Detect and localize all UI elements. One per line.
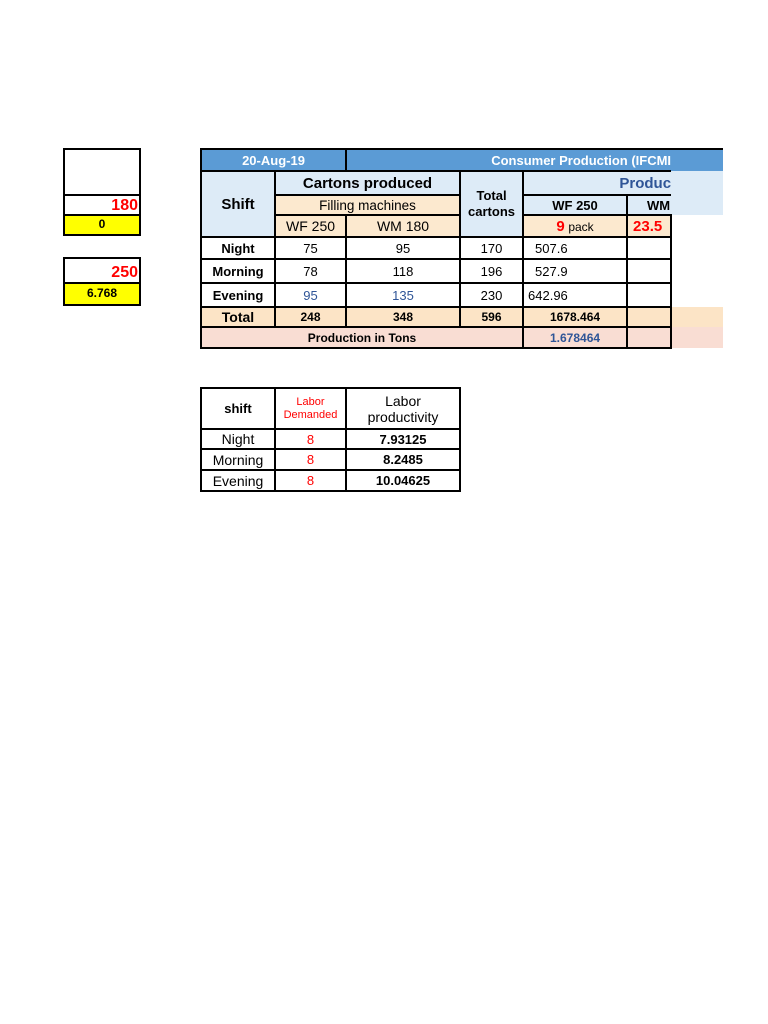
labor-shift-header: shift (201, 388, 275, 429)
row-wm-production (627, 259, 671, 283)
total-wf250-production: 1678.464 (523, 307, 627, 327)
row-wm180-cartons: 118 (346, 259, 460, 283)
labor-row-demanded: 8 (275, 470, 346, 491)
row-wf250-cartons: 95 (275, 283, 346, 307)
row-wm180-cartons: 95 (346, 237, 460, 259)
tons-wf250-production: 1.678464 (523, 327, 627, 348)
row-wf250-production: 527.9 (523, 259, 627, 283)
labor-header-row (201, 388, 460, 429)
overflow-fill (671, 237, 723, 259)
row-shift: Evening (201, 283, 275, 307)
row-total-cartons: 230 (460, 283, 523, 307)
wm-factor: 23.5 (627, 215, 671, 237)
overflow-fill (671, 283, 723, 307)
row-wf250-production: 507.6 (523, 237, 627, 259)
side-result-cell: 0 (65, 216, 139, 234)
row-wf250-cartons: 78 (275, 259, 346, 283)
labor-demanded-header: Labor Demanded (275, 388, 346, 429)
report-date: 20-Aug-19 (201, 149, 346, 171)
pack-factor-value: 9 (556, 217, 565, 235)
row-wm180-cartons: 135 (346, 283, 460, 307)
overflow-fill (671, 195, 723, 215)
machine-col-wf250: WF 250 (275, 215, 346, 237)
consumer-production-table (200, 148, 723, 349)
shift-header: Shift (201, 171, 275, 237)
side-value-cell: 250 (65, 259, 139, 284)
table-row (201, 237, 723, 259)
row-wm-production (627, 237, 671, 259)
production-col-wf250: WF 250 (523, 195, 627, 215)
labor-row-productivity: 7.93125 (346, 429, 460, 449)
row-total-cartons: 170 (460, 237, 523, 259)
labor-row-shift: Morning (201, 449, 275, 470)
labor-row-demanded: 8 (275, 449, 346, 470)
total-wm180-cartons: 348 (346, 307, 460, 327)
side-blank-cell (65, 150, 139, 196)
total-label: Total (201, 307, 275, 327)
row-wf250-cartons: 75 (275, 237, 346, 259)
overflow-fill (671, 327, 723, 348)
side-result-cell: 6.768 (65, 284, 139, 304)
side-calc-box-1 (63, 148, 141, 236)
labor-row-shift: Night (201, 429, 275, 449)
overflow-fill (671, 149, 723, 171)
overflow-fill (671, 215, 723, 237)
total-cartons-header: Total cartons (460, 171, 523, 237)
table-row (201, 449, 460, 470)
row-wf250-production: 642.96 (523, 283, 627, 307)
row-total-cartons: 196 (460, 259, 523, 283)
tons-wm-production (627, 327, 671, 348)
row-shift: Morning (201, 259, 275, 283)
total-all-cartons: 596 (460, 307, 523, 327)
table-row (201, 470, 460, 491)
header-row-1 (201, 149, 723, 171)
labor-productivity-header: Labor productivity (346, 388, 460, 429)
labor-productivity-table (200, 387, 461, 492)
machine-col-wm180: WM 180 (346, 215, 460, 237)
table-row (201, 429, 460, 449)
tons-row (201, 327, 723, 348)
overflow-fill (671, 307, 723, 327)
header-row-2 (201, 171, 723, 195)
overflow-fill (671, 259, 723, 283)
cartons-produced-header: Cartons produced (275, 171, 460, 195)
total-row (201, 307, 723, 327)
production-col-wm: WM (627, 195, 671, 215)
labor-row-demanded: 8 (275, 429, 346, 449)
pack-factor-unit: pack (568, 219, 594, 234)
labor-row-productivity: 8.2485 (346, 449, 460, 470)
table-row (201, 259, 723, 283)
table-row (201, 283, 723, 307)
filling-machines-header: Filling machines (275, 195, 460, 215)
tons-label: Production in Tons (201, 327, 523, 348)
wf250-pack-factor (523, 215, 627, 237)
row-shift: Night (201, 237, 275, 259)
labor-row-productivity: 10.04625 (346, 470, 460, 491)
production-header: Produc (523, 171, 671, 195)
side-calc-box-2 (63, 257, 141, 306)
labor-row-shift: Evening (201, 470, 275, 491)
side-value-cell: 180 (65, 196, 139, 216)
total-wf250-cartons: 248 (275, 307, 346, 327)
row-wm-production (627, 283, 671, 307)
total-wm-production (627, 307, 671, 327)
report-title: Consumer Production (IFCMI (346, 149, 671, 171)
overflow-fill (671, 171, 723, 195)
